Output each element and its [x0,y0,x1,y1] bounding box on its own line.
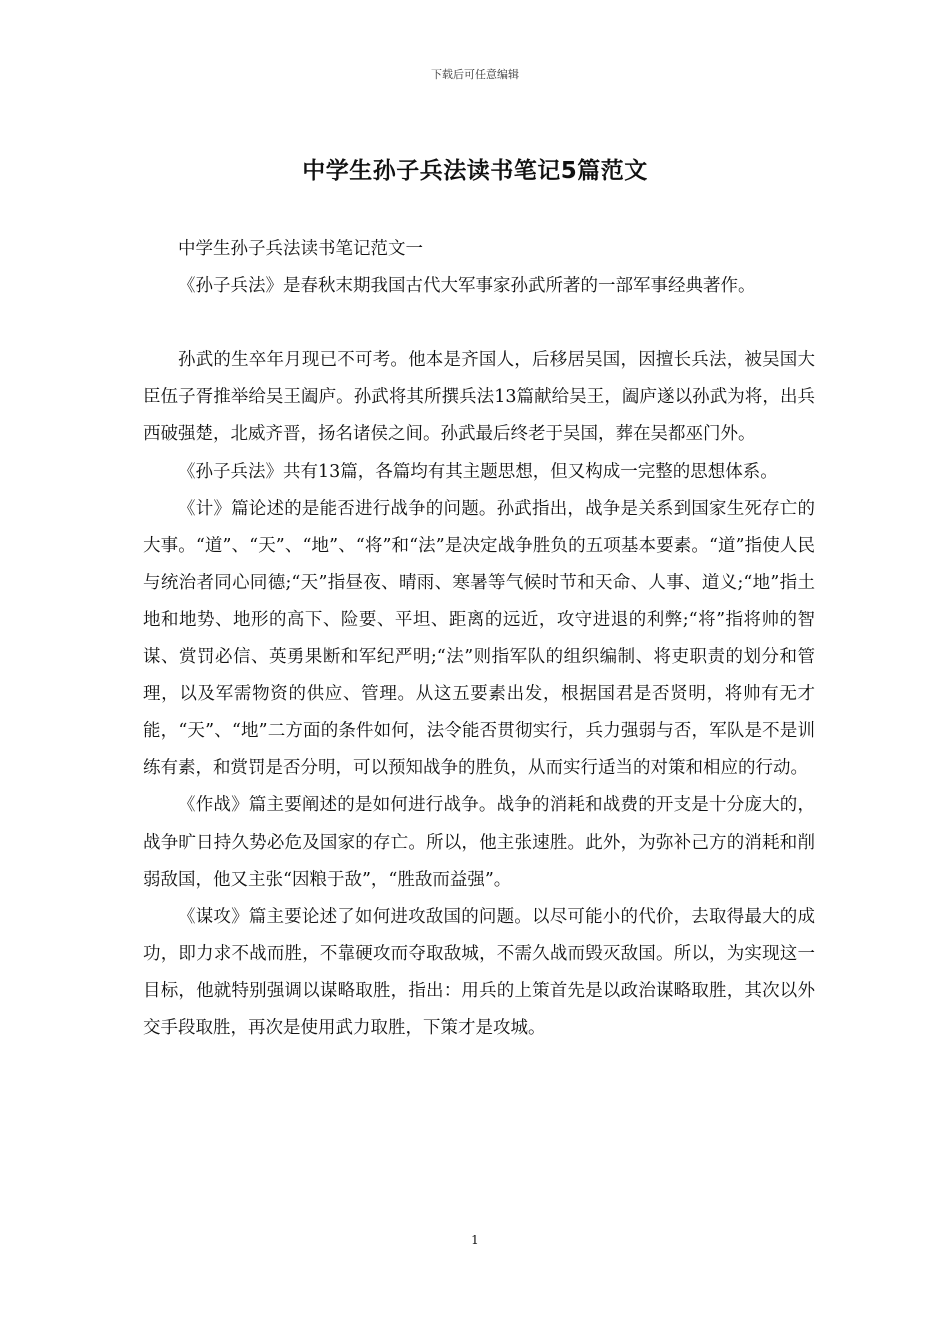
body-paragraph: 《孙子兵法》是春秋末期我国古代大军事家孙武所著的一部军事经典著作。 [178,276,756,297]
body-paragraph: 《孙子兵法》共有13篇，各篇均有其主题思想，但又构成一完整的思想体系。 [178,461,778,482]
header-note: 下载后可任意编辑 [431,68,519,81]
body-paragraph: 孙武的生卒年月现已不可考。他本是齐国人，后移居吴国，因擅长兵法，被吴国大臣伍子胥推举给吴王阖庐。孙武将其所撰兵法13篇献给吴王，阖庐遂以孙武为将，出兵西破强楚，北威齐晋，扬名诸侯之间。孙武最后终老于吴国，葬在吴都巫门外。 [143,350,815,445]
document-body [143,231,815,1047]
body-paragraph: 《作战》篇主要阐述的是如何进行战争。战争的消耗和战费的开支是十分庞大的，战争旷日持久势必危及国家的存亡。所以，他主张速胜。此外，为弥补己方的消耗和削弱敌国，他又主张“因粮于敌”，“胜敌而益强”。 [143,795,815,890]
section-heading: 中学生孙子兵法读书笔记范文一 [178,239,423,259]
document-title: 中学生孙子兵法读书笔记5篇范文 [302,158,648,184]
page-number: 1 [471,1233,479,1247]
body-paragraph: 《谋攻》篇主要论述了如何进攻敌国的问题。以尽可能小的代价，去取得最大的成功，即力求不战而胜，不靠硬攻而夺取敌城，不需久战而毁灭敌国。所以，为实现这一目标，他就特别强调以谋略取胜，指出：用兵的上策首先是以政治谋略取胜，其次以外交手段取胜，再次是使用武力取胜，下策才是攻城。 [143,906,815,1038]
blank-line [143,305,815,342]
body-paragraph: 《计》篇论述的是能否进行战争的问题。孙武指出，战争是关系到国家生死存亡的大事。“道”、“天”、“地”、“将”和“法”是决定战争胜负的五项基本要素。“道”指使人民与统治者同心同德;“天”指昼夜、晴雨、寒暑等气候时节和天命、人事、道义;“地”指土地和地势、地形的高下、险要、平坦、距离的远近，攻守进退的利弊;“将”指将帅的智谋、赏罚必信、英勇果断和军纪严明;“法”则指军队的组织编制、将吏职责的划分和管理，以及军需物资的供应、管理。从这五要素出发，根据国君是否贤明，将帅有无才能，“天”、“地”二方面的条件如何，法令能否贯彻实行，兵力强弱与否，军队是不是训练有素，和赏罚是否分明，可以预知战争的胜负，从而实行适当的对策和相应的行动。 [143,498,815,779]
